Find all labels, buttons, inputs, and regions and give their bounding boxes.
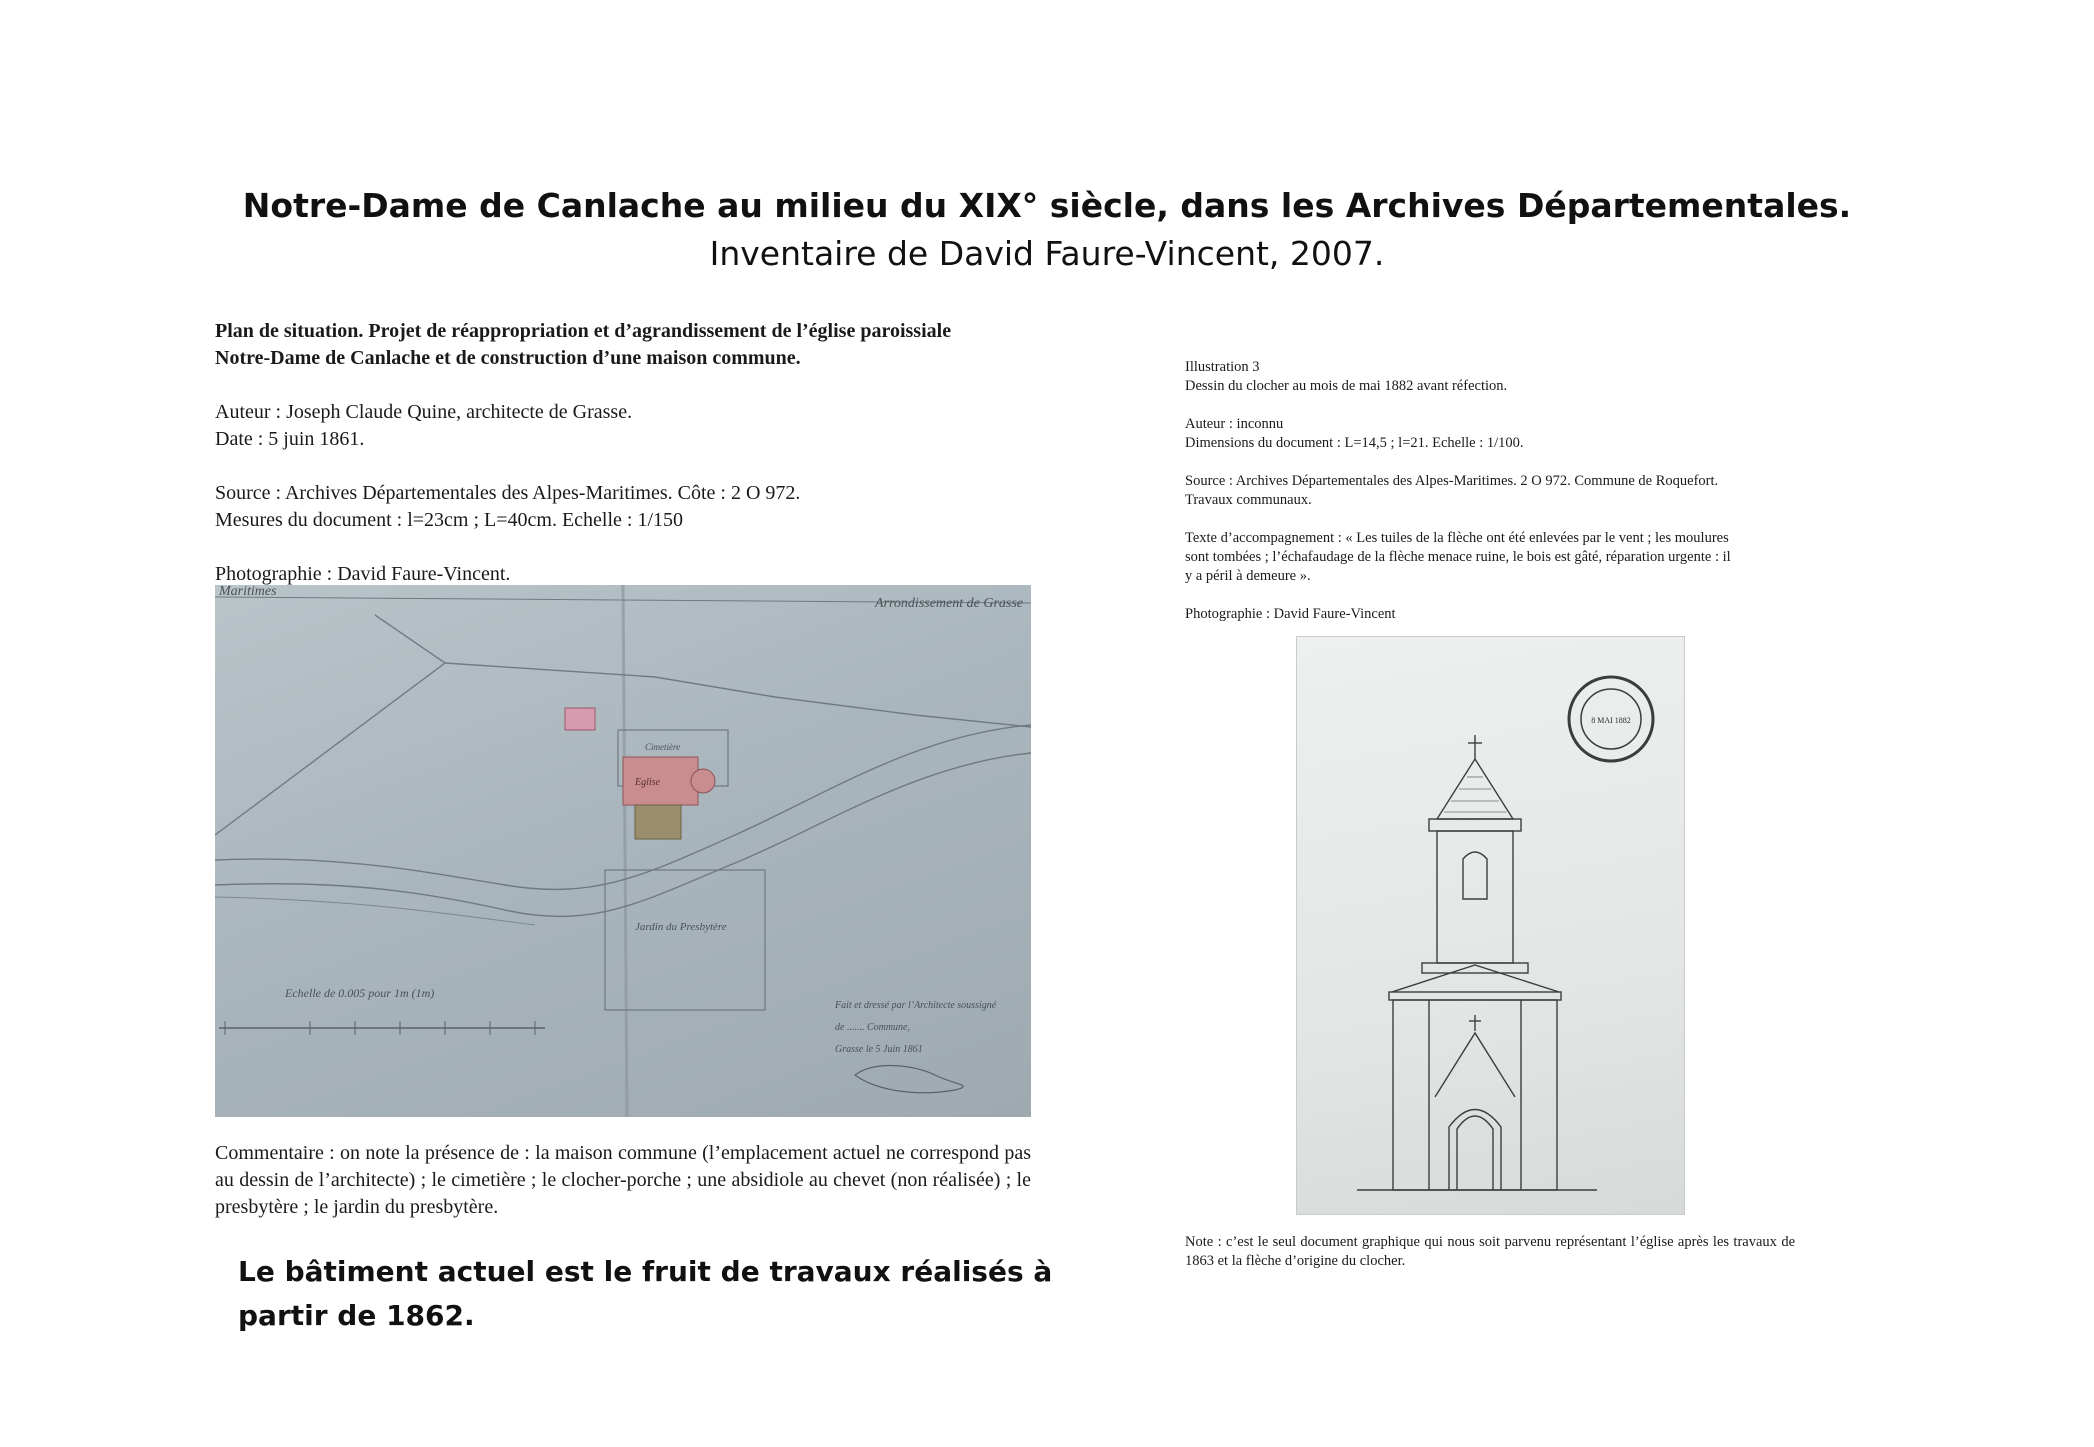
plan-scale-label: Echelle de 0.005 pour 1m (1m) [285, 986, 435, 1000]
plan-heading-line2: Notre-Dame de Canlache et de construction d’une maison commune. [215, 347, 801, 369]
plan-comment: Commentaire : on note la présence de : la maison commune (l’emplacement actuel ne correspond pas au dessin de l’architecte) ; le cimetière ; le clocher-porche ; une absidiole au chevet (non réalisée) ; le presbytère ; le jardin du presbytère. [215, 1142, 1031, 1218]
illustration-author: Auteur : inconnu [1185, 416, 1284, 432]
illustration-caption: Dessin du clocher au mois de mai 1882 avant réfection. [1185, 378, 1508, 394]
plan-label-church: Eglise [635, 777, 660, 788]
plan-source: Source : Archives Départementales des Alpes-Maritimes. Côte : 2 O 972. [215, 482, 801, 504]
page-subtitle: Inventaire de David Faure-Vincent, 2007. [709, 234, 1385, 273]
site-plan-drawing [215, 585, 1031, 1117]
plan-description [215, 318, 1035, 588]
illustration-text-line2: sont tombées ; l’échafaudage de la flèche menace ruine, le bois est gâté, réparation urgente : il [1185, 549, 1731, 565]
plan-signature-line2: de ....... Commune, [835, 1022, 910, 1033]
plan-label-top-left: Maritimes [219, 585, 277, 599]
plan-label-top-right: Arrondissement de Grasse [875, 596, 1024, 611]
plan-signature-line1: Fait et dressé par l’Architecte soussigné [835, 1000, 997, 1011]
archive-stamp [1569, 677, 1653, 761]
plan-heading-line1: Plan de situation. Projet de réappropriation et d’agrandissement de l’église paroissiale [215, 320, 952, 342]
site-plan-photo [215, 585, 1031, 1117]
plan-signature-line3: Grasse le 5 Juin 1861 [835, 1044, 923, 1055]
illustration-description [1185, 358, 1805, 624]
plan-label-cemetery: Cimetière [645, 742, 681, 752]
bell-tower-svg [1297, 637, 1684, 1214]
illustration-note: Note : c’est le seul document graphique qui nous soit parvenu représentant l’église après les travaux de 1863 et la flèche d’origine du clocher. [1185, 1234, 1795, 1269]
plan-photo-credit: Photographie : David Faure-Vincent. [215, 563, 511, 585]
plan-date: Date : 5 juin 1861. [215, 428, 365, 450]
architect-signature [855, 1066, 963, 1093]
stamp-date: 8 MAI 1882 [1591, 716, 1631, 725]
page-title: Notre-Dame de Canlache au milieu du XIX° siècle, dans les Archives Départementales. [242, 186, 1852, 225]
plan-measures: Mesures du document : l=23cm ; L=40cm. Echelle : 1/150 [215, 509, 684, 531]
tower-outline [1357, 735, 1597, 1190]
plan-label-garden: Jardin du Presbytère [635, 921, 727, 933]
illustration-dimensions: Dimensions du document : L=14,5 ; l=21. Echelle : 1/100. [1185, 435, 1524, 451]
current-building-note: Le bâtiment actuel est le fruit de travaux réalisés à partir de 1862. [238, 1255, 1053, 1332]
illustration-text-line3: y a péril à demeure ». [1185, 568, 1311, 584]
plan-author: Auteur : Joseph Claude Quine, architecte de Grasse. [215, 401, 633, 423]
illustration-photo-credit: Photographie : David Faure-Vincent [1185, 606, 1396, 622]
illustration-source-line1: Source : Archives Départementales des Alpes-Maritimes. 2 O 972. Commune de Roquefort. [1185, 473, 1719, 489]
illustration-number: Illustration 3 [1185, 359, 1260, 375]
bell-tower-drawing [1296, 636, 1685, 1215]
illustration-source-line2: Travaux communaux. [1185, 492, 1312, 508]
illustration-text-line1: Texte d’accompagnement : « Les tuiles de la flèche ont été enlevées par le vent ; les moulures [1185, 530, 1729, 546]
